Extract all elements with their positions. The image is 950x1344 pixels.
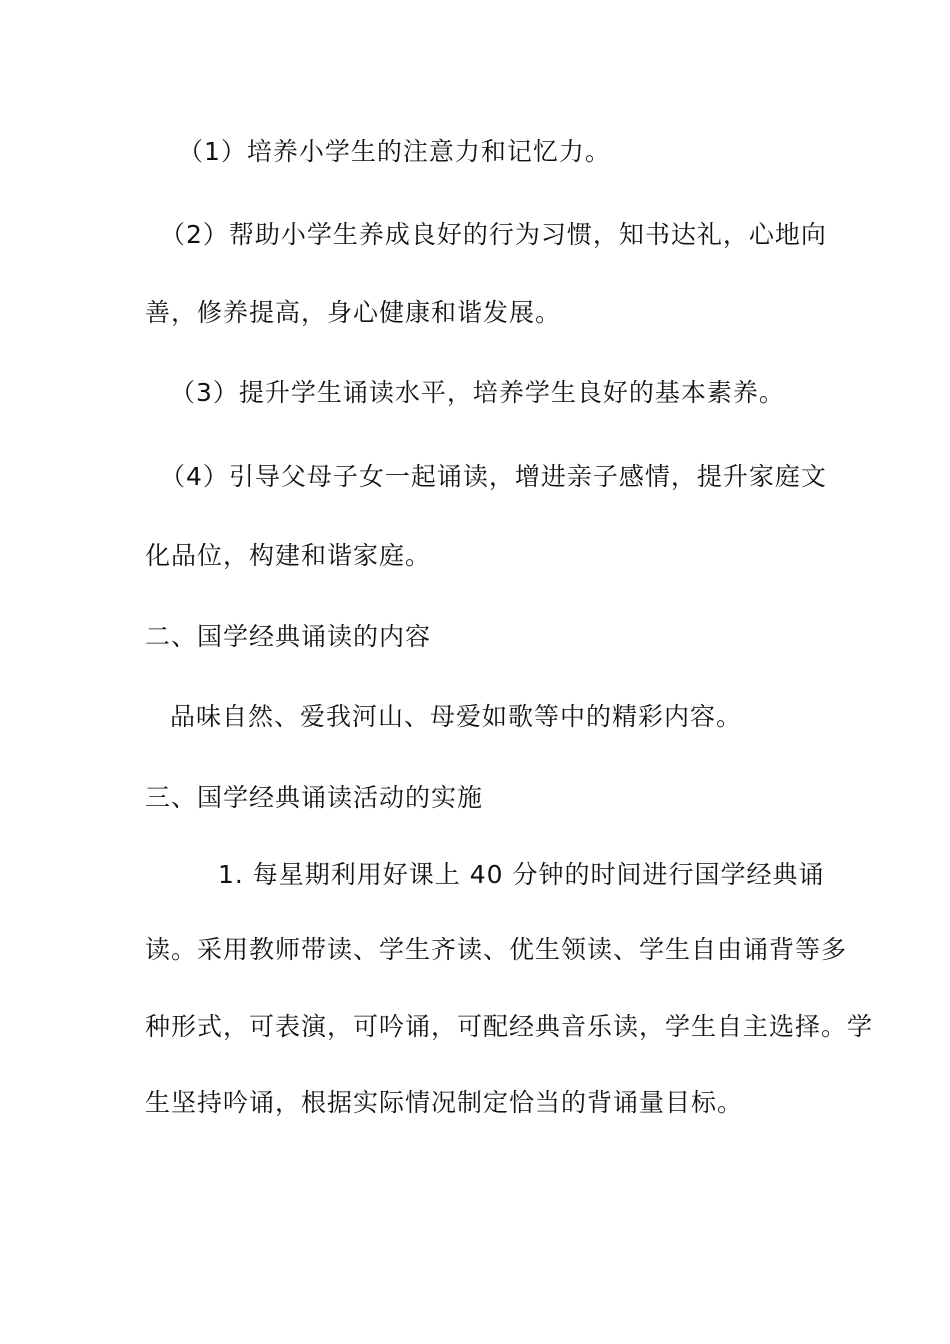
goal-item-4-line-2: 化品位，构建和谐家庭。 <box>145 541 432 570</box>
goal-item-2-line-1: （2）帮助小学生养成良好的行为习惯，知书达礼，心地向 <box>160 220 827 249</box>
goal-item-2-line-2: 善，修养提高，身心健康和谐发展。 <box>145 298 562 327</box>
content-paragraph: 品味自然、爱我河山、母爱如歌等中的精彩内容。 <box>170 702 743 731</box>
goal-item-1: （1）培养小学生的注意力和记忆力。 <box>178 137 611 166</box>
goal-item-3: （3）提升学生诵读水平，培养学生良好的基本素养。 <box>170 378 785 407</box>
implementation-item-1-line-2: 读。采用教师带读、学生齐读、优生领读、学生自由诵背等多 <box>145 935 848 964</box>
implementation-item-1-line-3: 种形式，可表演，可吟诵，可配经典音乐读，学生自主选择。学 <box>145 1012 874 1041</box>
implementation-item-1-line-4: 生坚持吟诵，根据实际情况制定恰当的背诵量目标。 <box>145 1088 744 1117</box>
section-heading-content: 二、国学经典诵读的内容 <box>145 622 432 651</box>
implementation-item-1-line-1: 1. 每星期利用好课上 40 分钟的时间进行国学经典诵 <box>218 860 825 889</box>
section-heading-implementation: 三、国学经典诵读活动的实施 <box>145 783 484 812</box>
goal-item-4-line-1: （4）引导父母子女一起诵读，增进亲子感情，提升家庭文 <box>160 462 827 491</box>
